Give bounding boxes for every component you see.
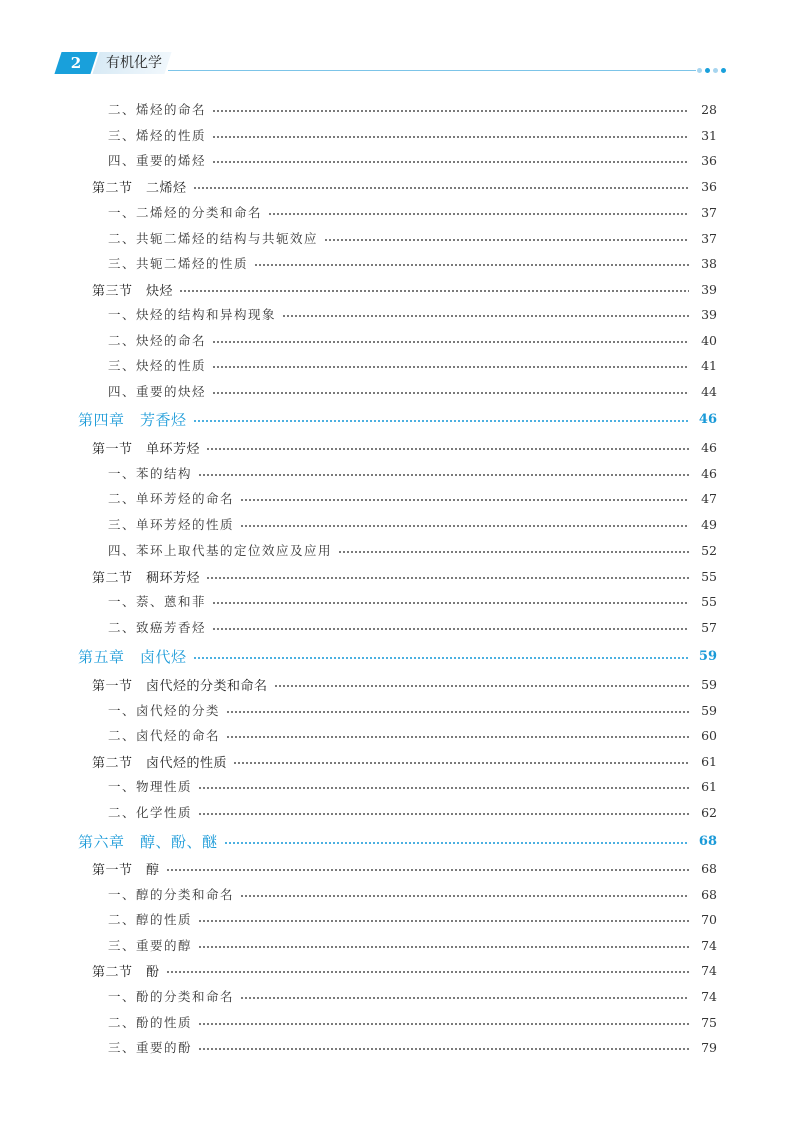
dot-leader (198, 1036, 689, 1058)
toc-entry-title: 第一节 醇 (92, 862, 160, 878)
toc-item-row[interactable] (0, 227, 800, 249)
toc-page-number: 40 (701, 332, 717, 348)
dot-leader (212, 616, 689, 638)
dot-leader (240, 487, 689, 509)
toc-entry-title: 第二节 卤代烃的性质 (92, 755, 228, 771)
dot-leader (212, 149, 689, 171)
toc-item-row[interactable] (0, 934, 800, 956)
dot-leader (282, 303, 689, 325)
toc-item-row[interactable] (0, 775, 800, 797)
toc-entry-title: 第五章 卤代烃 (78, 647, 187, 666)
toc-item-row[interactable] (0, 124, 800, 146)
toc-entry-title: 第二节 稠环芳烃 (92, 570, 201, 586)
toc-entry-title: 四、重要的烯烃 (108, 153, 207, 168)
toc-page-number: 55 (701, 593, 717, 609)
toc-section-row[interactable] (0, 278, 800, 300)
dot-leader (193, 175, 689, 197)
dot-leader (240, 513, 689, 535)
toc-page-number: 61 (701, 778, 717, 794)
dot-leader (268, 201, 689, 223)
toc-item-row[interactable] (0, 329, 800, 351)
toc-page-number: 55 (701, 568, 717, 584)
toc-entry-title: 第三节 炔烃 (92, 283, 174, 299)
toc-item-row[interactable] (0, 883, 800, 905)
toc-section-row[interactable] (0, 565, 800, 587)
toc-entry-title: 二、醇的性质 (108, 912, 193, 927)
toc-item-row[interactable] (0, 252, 800, 274)
toc-item-row[interactable] (0, 380, 800, 402)
toc-entry-title: 一、炔烃的结构和异构现象 (108, 307, 277, 322)
dot-leader (324, 227, 689, 249)
toc-entry-title: 二、致癌芳香烃 (108, 620, 207, 635)
toc-chapter-row[interactable] (0, 645, 800, 667)
dot-leader (224, 830, 689, 852)
dot-leader (198, 934, 689, 956)
toc-entry-title: 一、苯的结构 (108, 466, 193, 481)
toc-entry-title: 三、炔烃的性质 (108, 358, 207, 373)
toc-entry-title: 第六章 醇、酚、醚 (78, 832, 218, 851)
toc-entry-title: 一、卤代烃的分类 (108, 703, 221, 718)
toc-item-row[interactable] (0, 908, 800, 930)
toc-page-number: 46 (701, 465, 717, 481)
toc-page-number: 49 (701, 516, 717, 532)
dot-leader (198, 775, 689, 797)
toc-page-number: 47 (701, 490, 717, 506)
toc-section-row[interactable] (0, 673, 800, 695)
toc-item-row[interactable] (0, 303, 800, 325)
toc-entry-title: 一、酚的分类和命名 (108, 989, 235, 1004)
toc-page-number: 28 (701, 101, 717, 117)
toc-section-row[interactable] (0, 750, 800, 772)
toc-item-row[interactable] (0, 487, 800, 509)
toc-entry-title: 二、化学性质 (108, 805, 193, 820)
toc-entry-title: 第二节 二烯烃 (92, 180, 187, 196)
toc-entry-title: 第四章 芳香烃 (78, 410, 187, 429)
dot-leader (226, 699, 689, 721)
toc-item-row[interactable] (0, 985, 800, 1007)
dot-leader (212, 329, 689, 351)
toc-chapter-row[interactable] (0, 408, 800, 430)
toc-page-number: 61 (701, 753, 717, 769)
toc-chapter-row[interactable] (0, 830, 800, 852)
dot-leader (212, 354, 689, 376)
toc-entry-title: 二、炔烃的命名 (108, 333, 207, 348)
toc-entry-title: 三、重要的醇 (108, 938, 193, 953)
toc-page-number: 39 (701, 281, 717, 297)
toc-item-row[interactable] (0, 699, 800, 721)
toc-item-row[interactable] (0, 801, 800, 823)
dot-leader (226, 724, 689, 746)
toc-page-number: 46 (701, 439, 717, 455)
dot-leader (166, 857, 689, 879)
dot-leader (212, 590, 689, 612)
dot-leader (198, 1011, 689, 1033)
dot-leader (198, 462, 689, 484)
toc-item-row[interactable] (0, 616, 800, 638)
toc-entry-title: 二、单环芳烃的命名 (108, 491, 235, 506)
dot-leader (179, 278, 689, 300)
dot-leader (240, 883, 689, 905)
page-number: 2 (70, 54, 82, 72)
dot-leader (198, 801, 689, 823)
toc-entry-title: 三、单环芳烃的性质 (108, 517, 235, 532)
dot-leader (254, 252, 689, 274)
toc-page-number: 59 (701, 676, 717, 692)
toc-entry-title: 一、醇的分类和命名 (108, 887, 235, 902)
toc-section-row[interactable] (0, 959, 800, 981)
toc-item-row[interactable] (0, 98, 800, 120)
dot-leader (193, 645, 689, 667)
toc-page-number: 70 (701, 911, 717, 927)
toc-page-number: 31 (701, 127, 717, 143)
toc-entry-title: 四、苯环上取代基的定位效应及应用 (108, 543, 333, 558)
toc-entry-title: 二、烯烃的命名 (108, 102, 207, 117)
toc-page-number: 38 (701, 255, 717, 271)
toc-item-row[interactable] (0, 590, 800, 612)
toc-item-row[interactable] (0, 462, 800, 484)
toc-item-row[interactable] (0, 201, 800, 223)
dot-leader (233, 750, 689, 772)
toc-page-number: 74 (701, 988, 717, 1004)
toc-section-row[interactable] (0, 857, 800, 879)
page-header (0, 0, 800, 80)
toc-page-number: 75 (701, 1014, 717, 1030)
toc-item-row[interactable] (0, 1011, 800, 1033)
toc-page-number: 44 (701, 383, 717, 399)
toc-page-number: 59 (698, 648, 717, 664)
toc-page-number: 79 (701, 1039, 717, 1055)
toc-entry-title: 四、重要的炔烃 (108, 384, 207, 399)
toc-page-number: 41 (701, 357, 717, 373)
dot-leader (212, 380, 689, 402)
header-dots-ornament (697, 67, 726, 73)
toc-page-number: 60 (701, 727, 717, 743)
toc-section-row[interactable] (0, 175, 800, 197)
toc-section-row[interactable] (0, 436, 800, 458)
dot-leader (212, 124, 689, 146)
toc-page-number: 46 (698, 411, 717, 427)
dot-leader (166, 959, 689, 981)
toc-item-row[interactable] (0, 149, 800, 171)
toc-entry-title: 第二节 酚 (92, 964, 160, 980)
toc-entry-title: 一、二烯烃的分类和命名 (108, 205, 263, 220)
dot-leader (193, 408, 689, 430)
toc-entry-title: 三、重要的酚 (108, 1040, 193, 1055)
toc-item-row[interactable] (0, 539, 800, 561)
toc-page-number: 39 (701, 306, 717, 322)
toc-entry-title: 三、共轭二烯烃的性质 (108, 256, 249, 271)
toc-page-number: 74 (701, 937, 717, 953)
dot-leader (206, 436, 689, 458)
toc-page-number: 52 (701, 542, 717, 558)
dot-leader (206, 565, 689, 587)
toc-entry-title: 二、共轭二烯烃的结构与共轭效应 (108, 231, 319, 246)
dot-leader (240, 985, 689, 1007)
header-rule (168, 70, 696, 71)
toc-entry-title: 第一节 卤代烃的分类和命名 (92, 678, 268, 694)
toc-entry-title: 一、物理性质 (108, 779, 193, 794)
book-title: 有机化学 (106, 55, 162, 71)
toc-entry-title: 一、萘、蒽和菲 (108, 594, 207, 609)
toc-item-row[interactable] (0, 354, 800, 376)
toc-item-row[interactable] (0, 513, 800, 535)
toc-entry-title: 第一节 单环芳烃 (92, 441, 201, 457)
toc-entry-title: 三、烯烃的性质 (108, 128, 207, 143)
toc-page-number: 57 (701, 619, 717, 635)
toc-page-number: 68 (701, 860, 717, 876)
dot-leader (212, 98, 689, 120)
toc-entry-title: 二、卤代烃的命名 (108, 728, 221, 743)
toc-page-number: 37 (701, 204, 717, 220)
toc-page-number: 74 (701, 962, 717, 978)
toc-page-number: 59 (701, 702, 717, 718)
dot-leader (198, 908, 689, 930)
toc-page-number: 37 (701, 230, 717, 246)
toc-page-number: 36 (701, 152, 717, 168)
dot-leader (274, 673, 689, 695)
toc-item-row[interactable] (0, 724, 800, 746)
toc-page-number: 68 (698, 833, 717, 849)
toc-item-row[interactable] (0, 1036, 800, 1058)
toc-page-number: 36 (701, 178, 717, 194)
dot-leader (338, 539, 689, 561)
toc-entry-title: 二、酚的性质 (108, 1015, 193, 1030)
toc-page-number: 68 (701, 886, 717, 902)
toc-page-number: 62 (701, 804, 717, 820)
